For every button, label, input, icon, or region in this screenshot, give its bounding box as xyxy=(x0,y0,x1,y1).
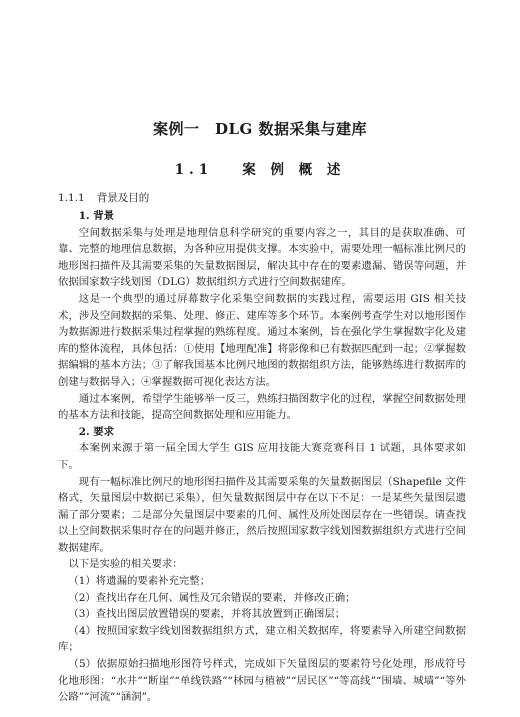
background-heading: 1. 背景 xyxy=(78,210,115,222)
section-title: 案 例 概 述 xyxy=(242,162,346,178)
list-item: （1）将遗漏的要素补充完整； xyxy=(68,575,211,588)
section-heading xyxy=(0,158,520,178)
list-item: （2）查找出存在几何、属性及冗余错误的要素，并修改正确； xyxy=(68,591,356,604)
paragraph: 现有一幅标准比例尺的地形图扫描件及其需要采集的矢量数据图层（Shapefile 文件格式，矢量图层中数据已采集），但矢量数据图层中存在以下不足：一是某些矢量图层遗漏了部分要素；二是部分矢量图层中要素的几何、属性及所处图层存在一些错误。请查找以上空间数据采集时存在的问题并修正，然后按照国家数字线划图数据组织方式进行空间数据建库。 xyxy=(58,475,466,554)
list-item: （5）依据原始扫描地形图符号样式，完成如下矢量图层的要素符号化处理，形成符号化地形图：“水井”“断崖”“单线铁路”“林园与植被”“居民区”“等高线”“围墙、城墙”“等外公路”“河流”“涵洞”。 xyxy=(58,658,466,704)
paragraph: 空间数据采集与处理是地理信息科学研究的重要内容之一，其目的是获取准确、可靠、完整的地理信息数据，为各种应用提供支撑。本实验中，需要处理一幅标准比例尺的地形图扫描件及其需要采集的矢量数据图层，解决其中存在的要素遗漏、错误等问题，并依据国家数字线划图（DLG）数据组织方式进行空间数据建库。 xyxy=(58,226,466,289)
requirements-heading: 2. 要求 xyxy=(78,425,115,438)
paragraph: 通过本案例，希望学生能够举一反三，熟练扫描图数字化的过程，掌握空间数据处理的基本方法和技能，提高空间数据处理和应用能力。 xyxy=(58,392,466,422)
subsection-number: 1.1.1 xyxy=(58,192,85,204)
subsection-heading xyxy=(58,190,149,205)
section-number: 1.1 xyxy=(174,162,214,178)
paragraph: 本案例来源于第一届全国大学生 GIS 应用技能大赛竞赛科目 1 试题，具体要求如下。 xyxy=(58,442,466,471)
list-item: （4）按照国家数字线划图数据组织方式，建立相关数据库，将要素导入所建空间数据库； xyxy=(58,624,466,654)
list-item: （3）查找出图层放置错误的要素，并将其放置到正确图层； xyxy=(68,608,346,621)
paragraph: 以下是实验的相关要求： xyxy=(68,558,183,571)
body-text xyxy=(58,208,466,706)
subsection-title: 背景及目的 xyxy=(96,192,150,204)
paragraph: 这是一个典型的通过屏幕数字化采集空间数据的实践过程，需要运用 GIS 相关技术，涉及空间数据的采集、处理、修正、建库等多个环节。本案例考查学生对以地形图作为数据源进行数据采集过程掌握的熟练程度。通过本案例，旨在强化学生掌握数字化及建库的整体流程，具体包括：①使用【地理配准】将影像和已有数据匹配到一起；②掌握数据编辑的基本方法；③了解我国基本比例尺地图的数据组织方法，能够熟练进行数据库的创建与数据导入；④掌握数据可视化表达方法。 xyxy=(58,292,466,388)
chapter-title: 案例一 DLG 数据采集与建库 xyxy=(152,120,368,138)
